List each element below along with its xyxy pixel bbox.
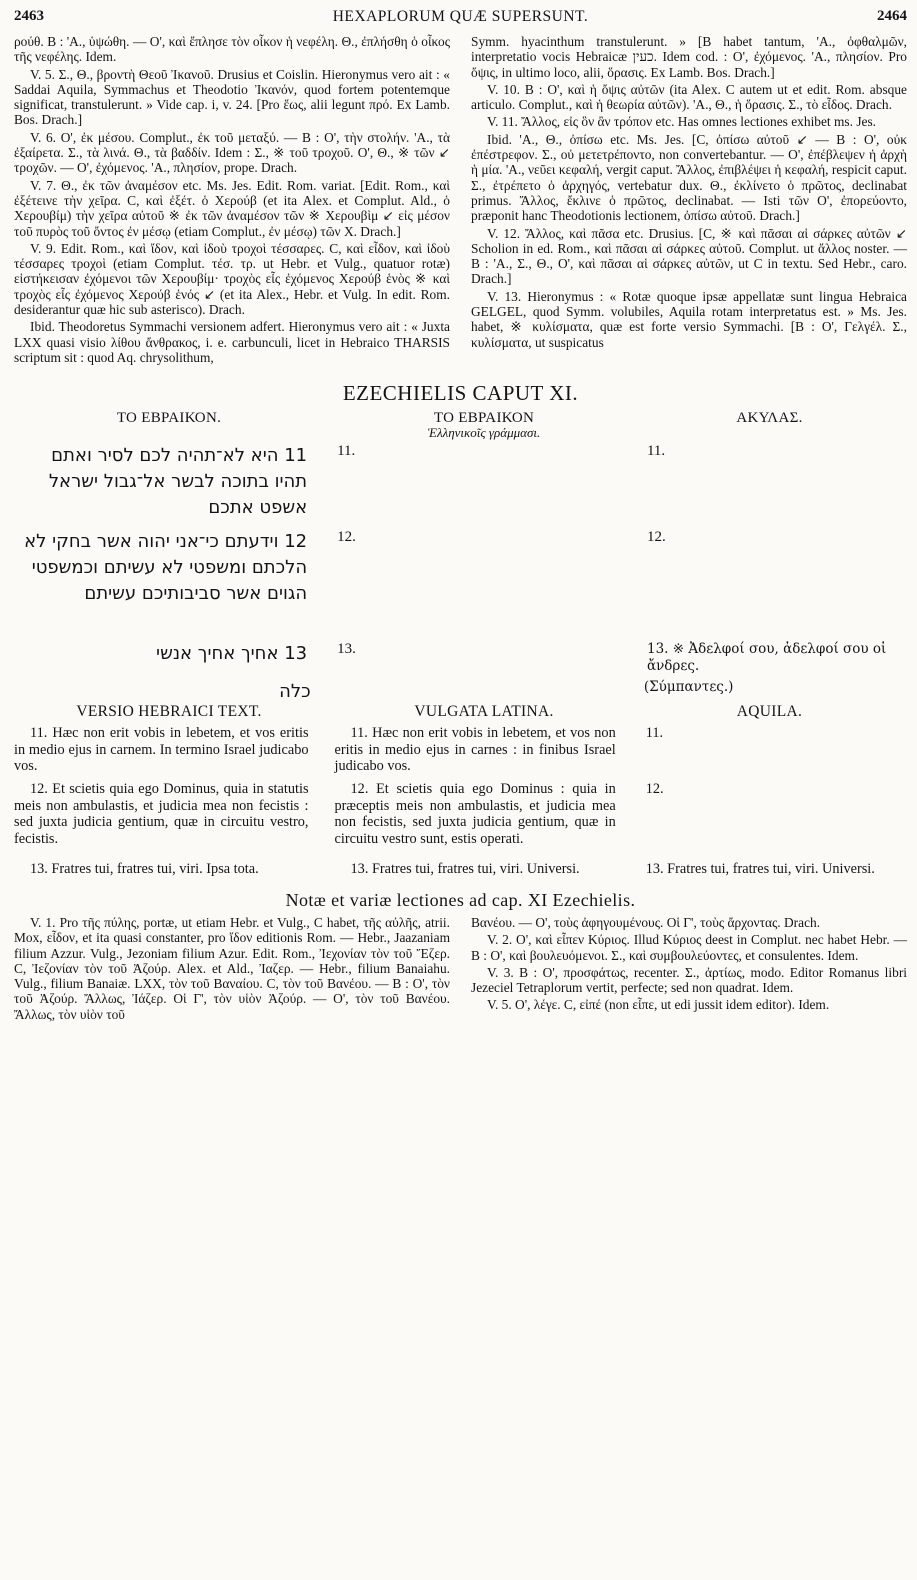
notes-top-left-column xyxy=(14,34,450,367)
versio-hebraici-verse: 12. Et scietis quia ego Dominus, quia in statutis meis non ambulastis, et judicia mea non fecistis : sed juxta judicia gentium, quæ in circuitu vestro, fecistis. xyxy=(14,781,309,847)
note-paragraph: V. 10. B : O', καὶ ἡ ὄψις αὐτῶν (ita Alex. C autem ut et edit. Rom. absque articulo. Complut., καὶ ἡ θεωρία αὐτῶν). 'Α., Θ., ἡ ὅρασις. Σ., τὸ εἶδος. Drach. xyxy=(471,81,907,113)
notae-title: Notæ et variæ lectiones ad cap. XI Ezechielis. xyxy=(285,889,636,910)
column-head-transliteration-sub: Ἑλληνικοῖς γράμμασι. xyxy=(427,425,541,441)
column-headers-latin xyxy=(14,703,907,721)
hebrew-verse: כלה xyxy=(279,681,311,703)
column-head-versio-hebraici: VERSIO HEBRAICI TEXT. xyxy=(76,703,262,721)
note-paragraph: Symm. hyacinthum transtulerunt. » [B habet tantum, 'Α., ὀφθαλμῶν, interpretatio vocis Hebraicæ כעין. Idem cod. : O', ἐχόμενος. 'Α., πλησίον. Pro ὄψις, in ultimo loco, alii, ὅρασις. Ex Lamb. Bos. Drach.] xyxy=(471,34,907,80)
column-head-hebrew: ΤΟ ΕΒΡΑΙΚΟΝ. xyxy=(116,410,222,427)
aquila-latin-verse: 11. xyxy=(645,725,664,742)
versio-hebraici-verse: 11. Hæc non erit vobis in lebetem, et vos eritis in medio ejus in carnem. In termino Israel judicabo vos. xyxy=(14,725,309,775)
running-title: HEXAPLORUM QUÆ SUPERSUNT. xyxy=(332,8,589,25)
aquila-latin-verse: 12. xyxy=(645,781,664,798)
aquila-verse: 12. xyxy=(646,529,666,546)
note-paragraph: V. 7. Θ., ἐκ τῶν ἀναμέσον etc. Ms. Jes. Edit. Rom. variat. [Edit. Rom., καὶ ἐξέτεινε τὴν χεῖρα. C, καὶ ἐξέτ. ὁ Χερούβ (et ita Alex. et Complut. Ald., ὁ Χερουβίμ) τὴν χεῖρα αὐτοῦ ※ ἐκ τῶν ἀναμέσον τῶν ※ Χερουβὶμ ↙ εἰς μέσον τοῦ πυρὸς τοῦ ὄντος ἐν μέσῳ (etiam Complut., ἐν μέσῳ) τῶν X. Drach.] xyxy=(14,177,450,239)
verse-row xyxy=(14,529,907,633)
transliteration-verse-number: 12. xyxy=(337,529,356,546)
notes-top-right-column xyxy=(471,34,907,367)
aquila-verse: (Σύμπαντες.) xyxy=(643,679,734,696)
note-paragraph: Ibid. 'Α., Θ., ὀπίσω etc. Ms. Jes. [C, ὀπίσω αὐτοῦ ↙ — B : O', οὐκ ἐπέστρεφον. Σ., οὐ μετετρέποντο, non convertebantur. — O', ἐπέβλεψεν ἡ ἀρχὴ ἡ μία. 'Α., νεῦει κεφαλή, vergit caput. Ἄλλος, ἐπιβλέψει ἡ κεφαλή, respicit caput. Σ., ἐτρέπετο ὁ ἀρχηγός, vertebatur dux. Θ., ἐκλίνετο ὁ πρῶτος, declinabat primus. Ἄλλος, ἔκλινε ὁ πρῶτος, declinabat. — Isti τῶν O', ἐπορεύοντο, præponit hanc Theodotionis lectionem, ὀπίσω αὐτοῦ. Drach.] xyxy=(471,131,907,224)
transliteration-verse-number: 13. xyxy=(337,641,356,658)
note-paragraph: V. 5. O', λέγε. C, εἰπέ (non εἶπε, ut edi jussit idem editor). Idem. xyxy=(487,997,830,1013)
hebrew-verse: 13 אחיך אחיך אנשי xyxy=(156,643,308,665)
note-paragraph: V. 6. O', ἐκ μέσου. Complut., ἐκ τοῦ μεταξύ. — B : O', τὴν στολήν. 'Α., τὰ ἐξαίρετα. Σ., τὰ λινά. Θ., τὰ βαδδίν. Idem : Σ., ※ τοῦ τροχοῦ. O', Θ., ※ τῶν ↙ τροχῶν. — O', ἐχόμενος. 'Α., πλησίον, prope. Drach. xyxy=(14,129,450,176)
note-paragraph: ρούθ. B : 'Α., ὑψώθη. — Ο', καὶ ἔπλησε τὸν οἶκον ἡ νεφέλη. Θ., ἐπλήσθη ὁ οἶκος τῆς νεφέλης. Idem. xyxy=(14,34,450,65)
column-head-aquila-latin: AQUILA. xyxy=(736,703,803,721)
notes-top xyxy=(14,34,907,367)
aquila-verse: 13. ※ Ἀδελφοί σου, ἀδελφοί σου οἱ ἄνδρες. xyxy=(646,641,887,675)
note-paragraph: V. 2. O', καὶ εἶπεν Κύριος. Illud Κύριος deest in Complut. nec habet Hebr. — B : O', καὶ βουλευόμενοι. Σ., καὶ συμβουλεύοντες, et consulentes. Idem. xyxy=(471,932,907,963)
running-head xyxy=(14,8,907,30)
note-paragraph: V. 5. Σ., Θ., βροντὴ Θεοῦ Ἰκανοῦ. Drusius et Coislin. Hieronymus vero ait : « Saddai Aquila, Symmachus et Theodotio Ἰκανόν, quod fortem potentemque significat, transtulerunt. » Vide cap. i, v. 24. [Pro ἕως, alii legunt πρό. Ex Lamb. Bos. Drach.] xyxy=(14,66,450,128)
note-paragraph: Βανέου. — O', τοὺς ἀφηγουμένους. Οἱ Γ', τοὺς ἄρχοντας. Drach. xyxy=(471,914,821,930)
versio-hebraici-verse: 13. Fratres tui, fratres tui, viri. Ipsa tota. xyxy=(30,861,259,878)
vulgata-verse: 12. Et scietis quia ego Dominus : quia in præceptis meis non ambulastis, et judicia mea non fecistis, sed juxta judicia gentium, quæ in circuitu vestro sunt, estis operati. xyxy=(334,781,616,847)
note-paragraph: V. 9. Edit. Rom., καὶ ἴδον, καὶ ἰδοὺ τροχοὶ τέσσαρες. C, καὶ εἶδον, καὶ ἰδοὺ τέσσαρες τροχοὶ (etiam Complut. τέσ. τρ. ut Hebr. et Vulg., quatuor rotæ) εἱστήκεισαν ἐχόμενοι τῶν Χερουβίμ· τροχὸς εἷς ἐχόμενος Χερούβ ἑνὸς ※ καὶ τροχὸς εἷς ἐχόμενος Χερούβ ἑνός ↙ (et ita Alex., Hebr. et Vulg. In edit. Rom. desiderantur quæ hic sub asterisco). Drach. xyxy=(14,240,450,318)
page-number-right: 2464 xyxy=(877,8,907,24)
verse-row xyxy=(14,641,907,675)
hebrew-verse: 12 וידעתם כי־אני יהוה אשר בחקי לא הלכתם ומשפטי לא עשיתם וכמשפטי הגוים אשר סביבותיכם עשיתם xyxy=(24,531,308,605)
latin-verse-row xyxy=(14,725,907,781)
page xyxy=(14,8,907,1024)
note-paragraph: V. 1. Pro τῆς πύλης, portæ, ut etiam Hebr. et Vulg., C habet, τῆς αὐλῆς, atrii. Mox, εἶδον, et ita quasi constanter, pro ἴδον editionis Rom. — Hebr., Jaazaniam filium Azzur. Vulg., Jezoniam filium Azur. Edit. Rom., Ἰεχονίαν τὸν τοῦ Ἔζερ. C, Ἰεζονίαν τὸν τοῦ Ἀζούρ. Alex. et Ald., Ἰαζερ. — Hebr., filium Banaiahu. Vulg., filium Banaiæ. LXX, τὸν τοῦ Βαναίου. C, τὸν τοῦ Βανέου. — B : O', τὸν τοῦ Ἀζούρ. Ἄλλως, Ἰάζερ. Οἱ Γ', τὸν υἱὸν Ἀζούρ. — O', τὸν τοῦ Βανέου. Ἄλλως, τὸν υἱὸν τοῦ xyxy=(14,914,450,1022)
chapter-title: EZECHIELIS CAPUT XI. xyxy=(342,381,579,406)
verse-row xyxy=(14,443,907,521)
aquila-latin-verse: 13. Fratres tui, fratres tui, viri. Universi. xyxy=(645,861,875,878)
note-paragraph: V. 13. Hieronymus : « Rotæ quoque ipsæ appellatæ sunt lingua Hebraica GELGEL, quod Symm. volubiles, Aquila rotam interpretatus est. » Ms. Jes. habet, ※ κυλίσματα, quæ est forte versio Symmachi. [B : O', Γελγέλ. Σ., κυλίσματα, ut suspicatus xyxy=(471,288,907,350)
transliteration-verse-number: 11. xyxy=(337,443,356,460)
column-head-transliteration: ΤΟ ΕΒΡΑΙΚΟΝ xyxy=(433,410,535,427)
latin-verse-row xyxy=(14,781,907,853)
page-number-left: 2463 xyxy=(14,8,44,24)
latin-verse-row xyxy=(14,861,907,884)
column-headers-top xyxy=(14,410,907,441)
aquila-verse: 11. xyxy=(646,443,666,460)
note-paragraph: V. 12. Ἄλλος, καὶ πᾶσα etc. Drusius. [C, ※ καὶ πᾶσαι αἱ σάρκες αὐτῶν ↙ Scholion in ed. Rom., καὶ πᾶσαι αἱ σάρκες αὐτοῦ. Complut. ut ἄλλος noster. — B : 'Α., Σ., Θ., O', καὶ πᾶσαι αἱ σάρκες αὐτῶν, ut C in textu. Sed Hebr., caro. Drach.] xyxy=(471,225,907,287)
notae-right-column xyxy=(471,915,907,1024)
column-head-vulgata: VULGATA LATINA. xyxy=(414,703,554,721)
vulgata-verse: 11. Hæc non erit vobis in lebetem, et vos non eritis in medio ejus in carnes : in finibus Israel judicabo vos. xyxy=(334,725,616,775)
hebrew-verse: 11 היא לא־תהיה לכם לסיר ואתם תהיו בתוכה לבשר אל־גבול ישראל אשפט אתכם xyxy=(48,445,308,519)
verse-row xyxy=(14,679,907,705)
notae-left-column xyxy=(14,915,450,1024)
notae-body xyxy=(14,915,907,1024)
note-paragraph: V. 3. B : O', προσφάτως, recenter. Σ., ἀρτίως, modo. Editor Romanus libri Jezeciel Tetraplorum vertit, perfecte; sed non quadrat. Idem. xyxy=(471,964,907,996)
note-paragraph: Ibid. Theodoretus Symmachi versionem adfert. Hieronymus vero ait : « Juxta LXX quasi visio λίθου ἄνθρακος, i. e. carbunculi, licet in Hebraico THARSIS scriptum sit : quod Aq. chrysolithum, xyxy=(14,319,450,365)
vulgata-verse: 13. Fratres tui, fratres tui, viri. Universi. xyxy=(350,861,580,878)
note-paragraph: V. 11. Ἄλλος, εἰς ὃν ἂν τρόπον etc. Has omnes lectiones exhibet ms. Jes. xyxy=(487,114,877,130)
column-head-aquila-greek: ΑΚΥΛΑΣ. xyxy=(736,410,803,427)
